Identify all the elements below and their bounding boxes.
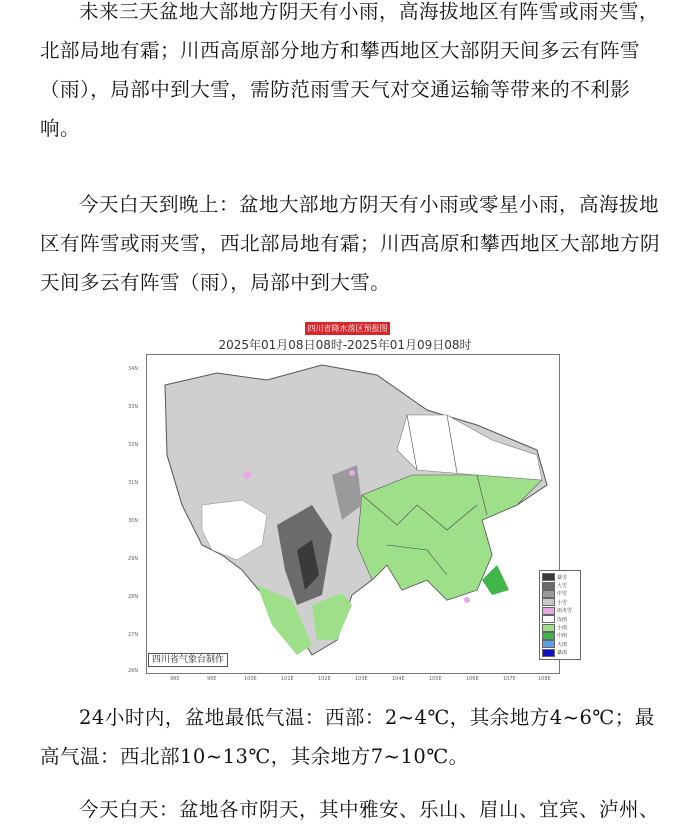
- y-tick-label: 26N: [128, 668, 139, 674]
- y-tick-label: 27N: [128, 632, 139, 638]
- map-legend: [539, 570, 581, 660]
- legend-item: 暴雪: [542, 573, 578, 581]
- x-tick-label: 104E: [392, 676, 405, 682]
- legend-item: 雨夹雪: [542, 607, 578, 615]
- x-tick-label: 98E: [170, 676, 180, 682]
- precipitation-forecast-map: [120, 322, 573, 694]
- y-tick-label: 31N: [128, 480, 139, 486]
- map-graphic: [147, 355, 559, 673]
- x-tick-label: 105E: [429, 676, 442, 682]
- x-tick-label: 102E: [318, 676, 331, 682]
- legend-item: 小雨: [542, 623, 578, 631]
- paragraph-forecast-today: 今天白天到晚上：盆地大部地方阴天有小雨或零星小雨，高海拔地区有阵雪或雨夹雪，西北部局地有霜；川西高原和攀西地区大部地方阴天间多云有阵雪（雨），局部中到大雪。: [40, 193, 661, 294]
- x-tick-label: 101E: [281, 676, 294, 682]
- x-tick-label: 106E: [466, 676, 479, 682]
- y-tick-label: 34N: [128, 366, 139, 372]
- map-subtitle: 2025年01月08日08时-2025年01月09日08时: [218, 338, 472, 352]
- x-tick-label: 99E: [207, 676, 217, 682]
- x-tick-label: 108E: [538, 676, 551, 682]
- y-tick-label: 28N: [128, 594, 139, 600]
- x-tick-label: 100E: [244, 676, 257, 682]
- paragraph-forecast-three-days: 未来三天盆地大部地方阴天有小雨，高海拔地区有阵雪或雨夹雪，北部局地有霜；川西高原部分地方和攀西地区大部阴天间多云有阵雪（雨），局部中到大雪，需防范雨雪天气对交通运输等带来的不利影响。: [40, 0, 660, 140]
- legend-item: 暴雨: [542, 649, 578, 657]
- paragraph-daytime-forecast: 今天白天：盆地各市阴天，其中雅安、乐山、眉山、宜宾、泸州、: [79, 798, 660, 821]
- x-tick-label: 103E: [355, 676, 368, 682]
- legend-item: 大雪: [542, 581, 578, 589]
- map-frame: [146, 354, 573, 674]
- legend-item: 小雪: [542, 598, 578, 606]
- map-title-badge: 四川省降水落区预报图: [305, 322, 390, 335]
- y-tick-label: 32N: [128, 442, 139, 448]
- y-tick-label: 30N: [128, 518, 139, 524]
- legend-item: 中雪: [542, 590, 578, 598]
- legend-item: 冻雨: [542, 615, 578, 623]
- paragraph-temperature: 24小时内，盆地最低气温：西部：2~4℃，其余地方4~6℃；最高气温：西北部10~13℃，其余地方7~10℃。: [40, 706, 655, 768]
- legend-item: 大雨: [542, 640, 578, 648]
- y-tick-label: 33N: [128, 404, 139, 410]
- map-credit: 四川省气象台制作: [148, 653, 228, 667]
- legend-item: 中雨: [542, 632, 578, 640]
- x-tick-label: 107E: [503, 676, 516, 682]
- y-tick-label: 29N: [128, 556, 139, 562]
